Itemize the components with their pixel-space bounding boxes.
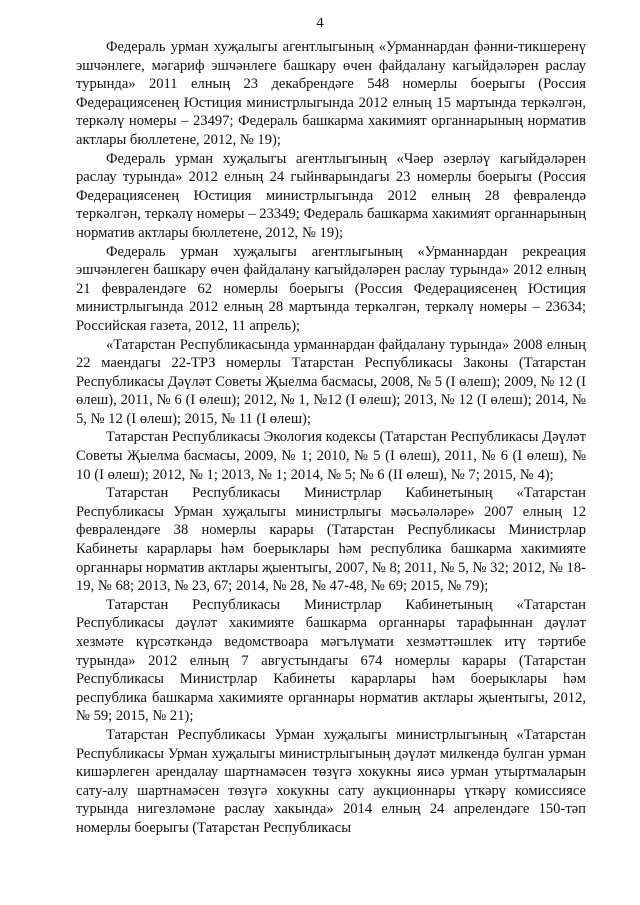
- paragraph: Татарстан Республикасы Министрлар Кабинетының «Татарстан Республикасы дәүләт хакимияте башкарма органнары тарафыннан дәүләт хезмәте күрсәткәндә ведомствоара мәгълүмати хезмәттәшлек итү тәртибе турында» 2012 елның 7 августындагы 674 номерлы карары (Татарстан Республикасы Министрлар Кабинеты карарлары һәм боерыклары һәм республика башкарма хакимияте органнары норматив актлары җыентыгы, 2012, № 59; 2015, № 21);: [76, 596, 586, 725]
- document-body: [76, 38, 586, 838]
- paragraph: «Татарстан Республикасында урманнардан файдалану турында» 2008 елның 22 маендагы 22-ТРЗ номерлы Татарстан Республикасы Законы (Татарстан Республикасы Дәүләт Советы Җыелма басмасы, 2008, № 5 (I өлеш); 2009, № 12 (I өлеш), 2011, № 6 (I өлеш); 2012, № 1, №12 (I өлеш); 2013, № 12 (I өлеш); 2014, № 5, № 12 (I өлеш); 2015, № 11 (I өлеш);: [76, 336, 586, 427]
- paragraph: Федераль урман хуҗалыгы агентлыгының «Урманнардан рекреация эшчәнлеген башкару өчен файдалану кагыйдәләрен раслау турында» 2012 елның 21 февралендәге 62 номерлы боерыгы (Россия Федерациясенең Юстиция министрлыгында 2012 елның 28 мартында теркәлгән, теркәлү номеры – 23634; Российская газета, 2012, 11 апрель);: [76, 243, 586, 334]
- paragraph: Федераль урман хуҗалыгы агентлыгының «Урманнардан фәнни-тикшеренү эшчәнлеге, мәгариф эшчәнлеге башкару өчен файдалану кагыйдәләрен раслау турында» 2011 елның 23 декабрендәге 548 номерлы боерыгы (Россия Федерациясенең Юстиция министрлыгында 2012 елның 15 мартында теркәлгән, теркәлү номеры – 23497; Федераль башкарма хакимият органнарының норматив актлары бюллетене, 2012, № 19);: [76, 39, 586, 148]
- paragraph: Федераль урман хуҗалыгы агентлыгының «Чәер әзерләү кагыйдәләрен раслау турында» 2012 елның 24 гыйнварындагы 23 номерлы боерыгы (Россия Федерациясенең Юстиция министрлыгында 2012 елның 28 февралендә теркәлгән, теркәлү номеры – 23349; Федераль башкарма хакимият органнарының норматив актлары бюллетене, 2012, № 19);: [76, 150, 586, 241]
- paragraph: Татарстан Республикасы Министрлар Кабинетының «Татарстан Республикасы Урман хуҗалыгы министрлыгы мәсьәләләре» 2007 елның 12 февралендәге 38 номерлы карары (Татарстан Республикасы Министрлар Кабинеты карарлары һәм боерыклары һәм республика башкарма хакимияте органнары норматив актлары җыентыгы, 2007, № 8; 2011, № 5, № 32; 2012, № 18-19, № 68; 2013, № 23, 67; 2014, № 28, № 47-48, № 69; 2015, № 79);: [76, 485, 586, 595]
- paragraph: Татарстан Республикасы Урман хуҗалыгы министрлыгының «Татарстан Республикасы Урман хуҗалыгы министрлыгының дәүләт милкендә булган урман кишәрлеген арендалау шартнамәсен төзүгә хокукны яисә урман утыртмаларын сату-алу шартнамәсен төзүгә хокукны сату аукционнары үткәрү комиссиясе турында нигезләмәне раслау хакында» 2014 елның 24 апрелендәге 150-тәп номерлы боерыгы (Татарстан Республикасы: [76, 726, 586, 836]
- page-number: 4: [316, 15, 324, 31]
- paragraph: Татарстан Республикасы Экология кодексы (Татарстан Республикасы Дәүләт Советы Җыелма басмасы, 2009, № 1; 2010, № 5 (I өлеш), 2011, № 6 (I өлеш), № 10 (I өлеш); 2012, № 1; 2013, № 1; 2014, № 5; № 6 (II өлеш), № 7; 2015, № 4);: [76, 429, 586, 483]
